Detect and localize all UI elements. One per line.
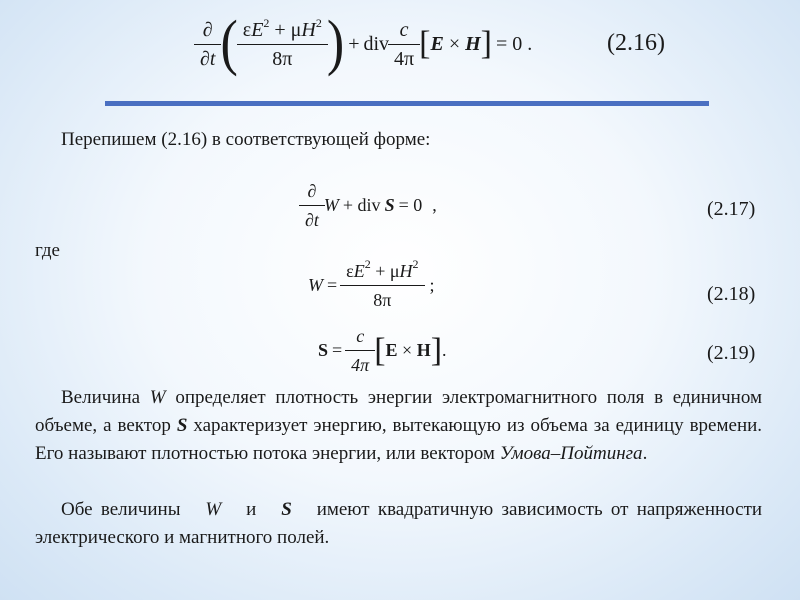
where-label: где <box>35 240 60 261</box>
s-vector-symbol: S <box>176 415 188 436</box>
equation-2-17: $\frac{\partial}{\partial t}$ W + div S = 0 , <box>300 180 437 231</box>
w-symbol: W <box>205 499 222 520</box>
s-vector-symbol: S <box>318 340 329 360</box>
div-operator: div <box>363 32 390 55</box>
s-vector-symbol: S <box>384 195 395 215</box>
equation-number-2-16: (2.16) <box>607 30 665 56</box>
w-symbol: W <box>308 275 323 295</box>
divider-line <box>105 101 709 106</box>
equation-2-19: S = $\frac{c}{4\pi}$ [ E × H ] . <box>318 326 447 375</box>
equation-2-18: W = $\frac{\varepsilon E^2 + \mu H^2}{8\pi}$ ; <box>308 257 435 310</box>
equation-number-2-17: (2.17) <box>707 198 756 220</box>
paragraph-quadratic-dependence: Обе величины W и S имеют квадратичную зависимость от напряженности электрического и магнитного полей. <box>35 499 763 548</box>
paragraph-energy-density: Величина W определяет плотность энергии электромагнитного поля в единичном объеме, а вектор S характеризует энергию, вытекающую из объема за единицу времени. Его называют плотностью потока энергии, или вектором Умова–Пойтинга. <box>35 387 763 464</box>
w-symbol: W <box>323 195 339 215</box>
c-over-4pi: $\frac{c}{4\pi}$ <box>391 19 417 70</box>
equals-zero: = 0 . <box>496 32 533 55</box>
energy-density-fraction: $\frac{\varepsilon E^2 + \mu H^2}{8\pi}$ <box>343 260 421 311</box>
equation-number-2-19: (2.19) <box>707 342 756 364</box>
w-symbol: W <box>149 387 166 408</box>
left-paren: ( <box>220 9 238 78</box>
right-paren: ) <box>326 9 345 78</box>
energy-density-fraction: $\frac{\varepsilon E^2 + \mu H^2}{8\pi}$ <box>240 19 325 70</box>
equation-number-2-18: (2.18) <box>707 283 756 305</box>
s-vector-symbol: S <box>281 499 292 520</box>
umov-poynting-name: Умова–Пойтинга <box>499 443 643 464</box>
partial-derivative: $\frac{\partial}{\partial t}$ <box>197 19 218 70</box>
partial-derivative: $\frac{\partial}{\partial t}$ <box>302 180 322 231</box>
equation-2-16: $\frac{\partial}{\partial t}$ ( $\frac{\varepsilon E^2 + \mu H^2}{8\pi}$ ) + div $\frac{c}{4\pi}$ [ E × H ] = 0 . <box>195 4 532 84</box>
c-over-4pi: $\frac{c}{4\pi}$ <box>348 325 372 376</box>
intro-text: Перепишем (2.16) в соответствующей форме: <box>61 129 431 150</box>
